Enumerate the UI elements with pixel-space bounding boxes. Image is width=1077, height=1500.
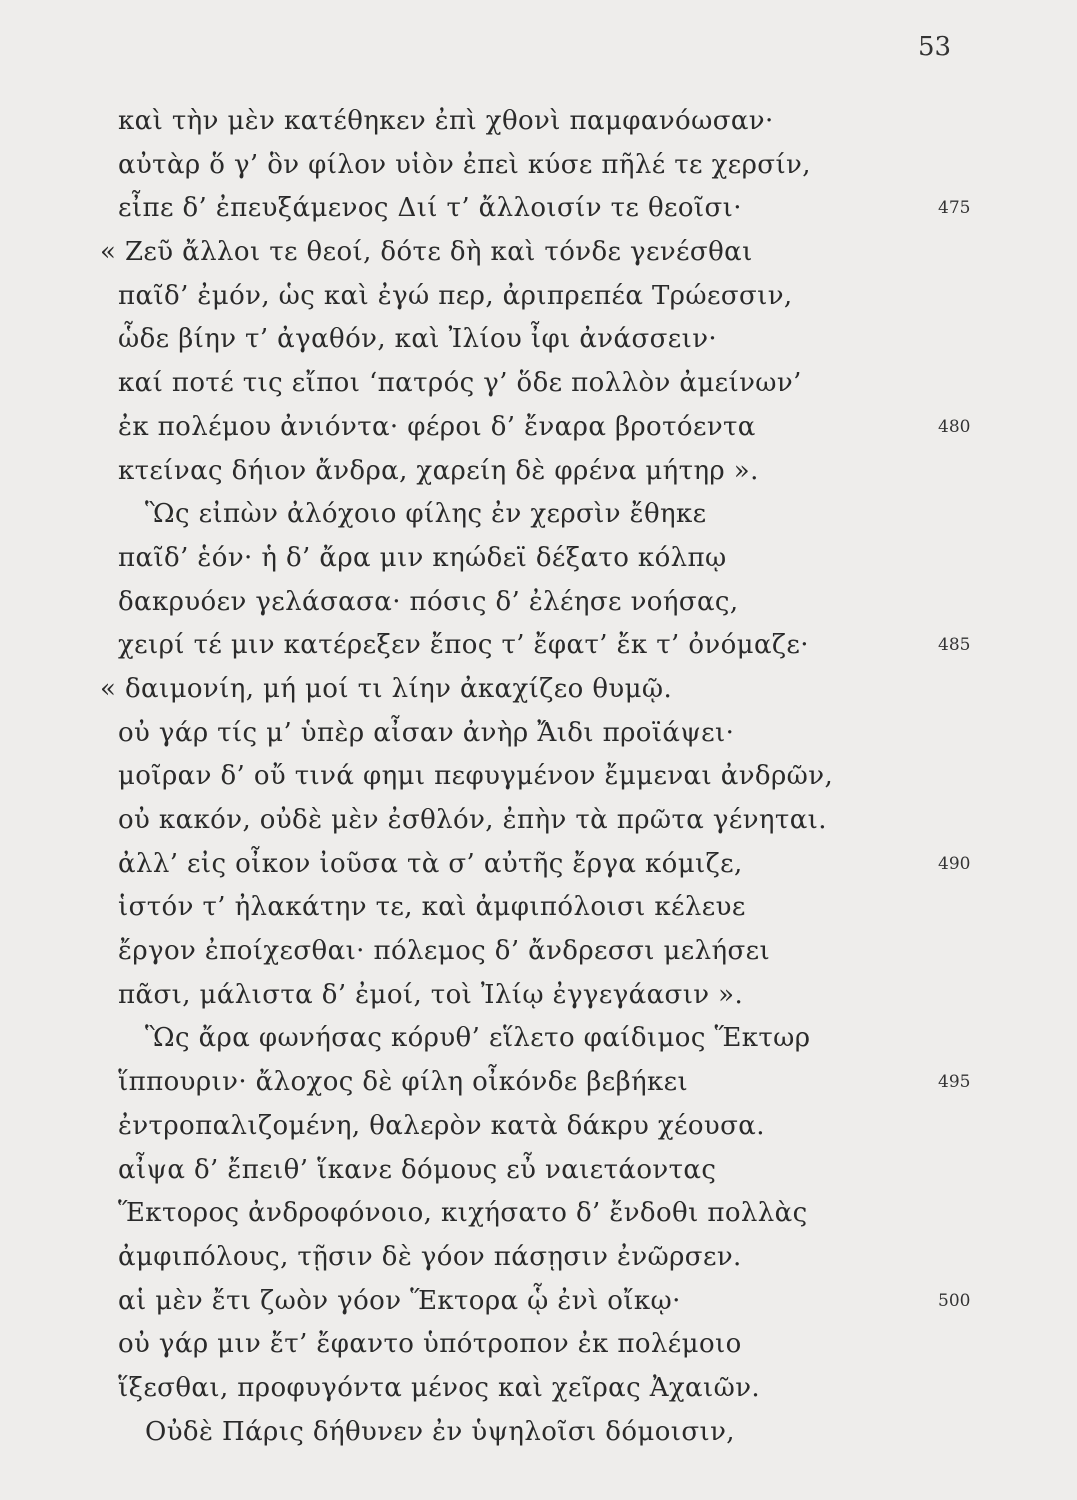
verse-text: αἶψα δ’ ἔπειθ’ ἵκανε δόμους εὖ ναιετάοντας — [118, 1154, 717, 1185]
verse-text: Ὣς εἰπὼν ἀλόχοιο φίλης ἐν χερσὶν ἔθηκε — [145, 499, 707, 530]
verse-line — [0, 1411, 1077, 1455]
verse-text: δακρυόεν γελάσασα· πόσις δ’ ἐλέησε νοήσας, — [118, 586, 739, 617]
verse-text: « δαιμονίη, μή μοί τι λίην ἀκαχίζεο θυμῷ. — [100, 673, 673, 704]
verse-line — [0, 799, 1077, 843]
verse-line — [0, 144, 1077, 188]
verse-line — [0, 886, 1077, 930]
verse-text: κτείνας δήιον ἄνδρα, χαρείη δὲ φρένα μήτηρ ». — [118, 455, 759, 486]
verse-line — [0, 100, 1077, 144]
verse-line — [0, 493, 1077, 537]
verse-line — [0, 406, 1077, 450]
verse-text: ἔργον ἐποίχεσθαι· πόλεμος δ’ ἄνδρεσσι μελήσει — [118, 936, 771, 967]
verse-text: Ὣς ἄρα φωνήσας κόρυθ’ εἵλετο φαίδιμος Ἕκτωρ — [145, 1023, 811, 1054]
verse-text: ἵξεσθαι, προφυγόντα μένος καὶ χεῖρας Ἀχαιῶν. — [118, 1372, 761, 1403]
verse-text: ἵππουριν· ἄλοχος δὲ φίλη οἶκόνδε βεβήκει — [118, 1067, 689, 1098]
verse-text: ἱστόν τ’ ἠλακάτην τε, καὶ ἀμφιπόλοισι κέλευε — [118, 892, 746, 923]
verse-line — [0, 1236, 1077, 1280]
verse-line — [0, 1105, 1077, 1149]
page-number: 53 — [918, 32, 952, 62]
verse-line — [0, 1149, 1077, 1193]
verse-text: ὧδε βίην τ’ ἀγαθόν, καὶ Ἰλίου ἶφι ἀνάσσειν· — [118, 324, 718, 355]
verse-text: μοῖραν δ’ οὔ τινά φημι πεφυγμένον ἔμμεναι ἀνδρῶν, — [118, 761, 834, 792]
verse-line — [0, 1192, 1077, 1236]
verse-line — [0, 755, 1077, 799]
verse-line — [0, 712, 1077, 756]
verse-line — [0, 624, 1077, 668]
verse-text: παῖδ’ ἑόν· ἡ δ’ ἄρα μιν κηώδεϊ δέξατο κόλπῳ — [118, 542, 727, 573]
verse-text: Ἕκτορος ἀνδροφόνοιο, κιχήσατο δ’ ἔνδοθι πολλὰς — [118, 1198, 808, 1229]
verse-line — [0, 974, 1077, 1018]
verse-text: ἐντροπαλιζομένη, θαλερὸν κατὰ δάκρυ χέουσα. — [118, 1110, 765, 1141]
verse-block — [0, 100, 1077, 1454]
line-number: 480 — [938, 416, 971, 437]
verse-line — [0, 930, 1077, 974]
verse-text: Οὐδὲ Πάρις δήθυνεν ἐν ὑψηλοῖσι δόμοισιν, — [145, 1416, 735, 1447]
verse-line — [0, 231, 1077, 275]
line-number: 490 — [938, 853, 971, 874]
verse-line — [0, 537, 1077, 581]
verse-line — [0, 581, 1077, 625]
verse-line — [0, 450, 1077, 494]
verse-line — [0, 1323, 1077, 1367]
verse-line — [0, 362, 1077, 406]
verse-text: οὐ κακόν, οὐδὲ μὲν ἐσθλόν, ἐπὴν τὰ πρῶτα γένηται. — [118, 805, 827, 835]
verse-line — [0, 668, 1077, 712]
verse-text: καί ποτέ τις εἴποι ‘πατρός γ’ ὅδε πολλὸν ἀμείνων’ — [118, 368, 802, 399]
verse-text: καὶ τὴν μὲν κατέθηκεν ἐπὶ χθονὶ παμφανόωσαν· — [118, 106, 774, 136]
verse-text: παῖδ’ ἐμόν, ὡς καὶ ἐγώ περ, ἀριπρεπέα Τρώεσσιν, — [118, 280, 793, 311]
verse-text: εἶπε δ’ ἐπευξάμενος Διί τ’ ἄλλοισίν τε θεοῖσι· — [118, 193, 742, 224]
verse-line — [0, 1017, 1077, 1061]
verse-text: χειρί τέ μιν κατέρεξεν ἔπος τ’ ἔφατ’ ἔκ τ’ ὀνόμαζε· — [118, 630, 809, 661]
verse-text: ἐκ πολέμου ἀνιόντα· φέροι δ’ ἔναρα βροτόεντα — [118, 411, 756, 442]
verse-line — [0, 1061, 1077, 1105]
verse-text: αὐτὰρ ὅ γ’ ὃν φίλον υἱὸν ἐπεὶ κύσε πῆλέ τε χερσίν, — [118, 149, 811, 180]
verse-text: ἀλλ’ εἰς οἶκον ἰοῦσα τὰ σ’ αὐτῆς ἔργα κόμιζε, — [118, 848, 743, 879]
verse-line — [0, 318, 1077, 362]
verse-line — [0, 1280, 1077, 1324]
line-number: 485 — [938, 635, 971, 656]
verse-line — [0, 275, 1077, 319]
verse-line — [0, 1367, 1077, 1411]
verse-text: οὐ γάρ μιν ἔτ’ ἔφαντο ὑπότροπον ἐκ πολέμοιο — [118, 1329, 742, 1360]
verse-text: οὐ γάρ τίς μ’ ὑπὲρ αἶσαν ἀνὴρ Ἄιδι προϊάψει· — [118, 717, 735, 748]
verse-text: ἀμφιπόλους, τῇσιν δὲ γόον πάσῃσιν ἐνῶρσεν. — [118, 1241, 742, 1272]
line-number: 495 — [938, 1072, 971, 1093]
verse-text: αἱ μὲν ἔτι ζωὸν γόον Ἕκτορα ᾧ ἐνὶ οἴκῳ· — [118, 1285, 681, 1316]
verse-line — [0, 187, 1077, 231]
verse-text: πᾶσι, μάλιστα δ’ ἐμοί, τοὶ Ἰλίῳ ἐγγεγάασιν ». — [118, 979, 744, 1010]
line-number: 475 — [938, 198, 971, 219]
line-number: 500 — [938, 1290, 971, 1311]
verse-line — [0, 843, 1077, 887]
verse-text: « Ζεῦ ἄλλοι τε θεοί, δότε δὴ καὶ τόνδε γενέσθαι — [100, 237, 753, 268]
